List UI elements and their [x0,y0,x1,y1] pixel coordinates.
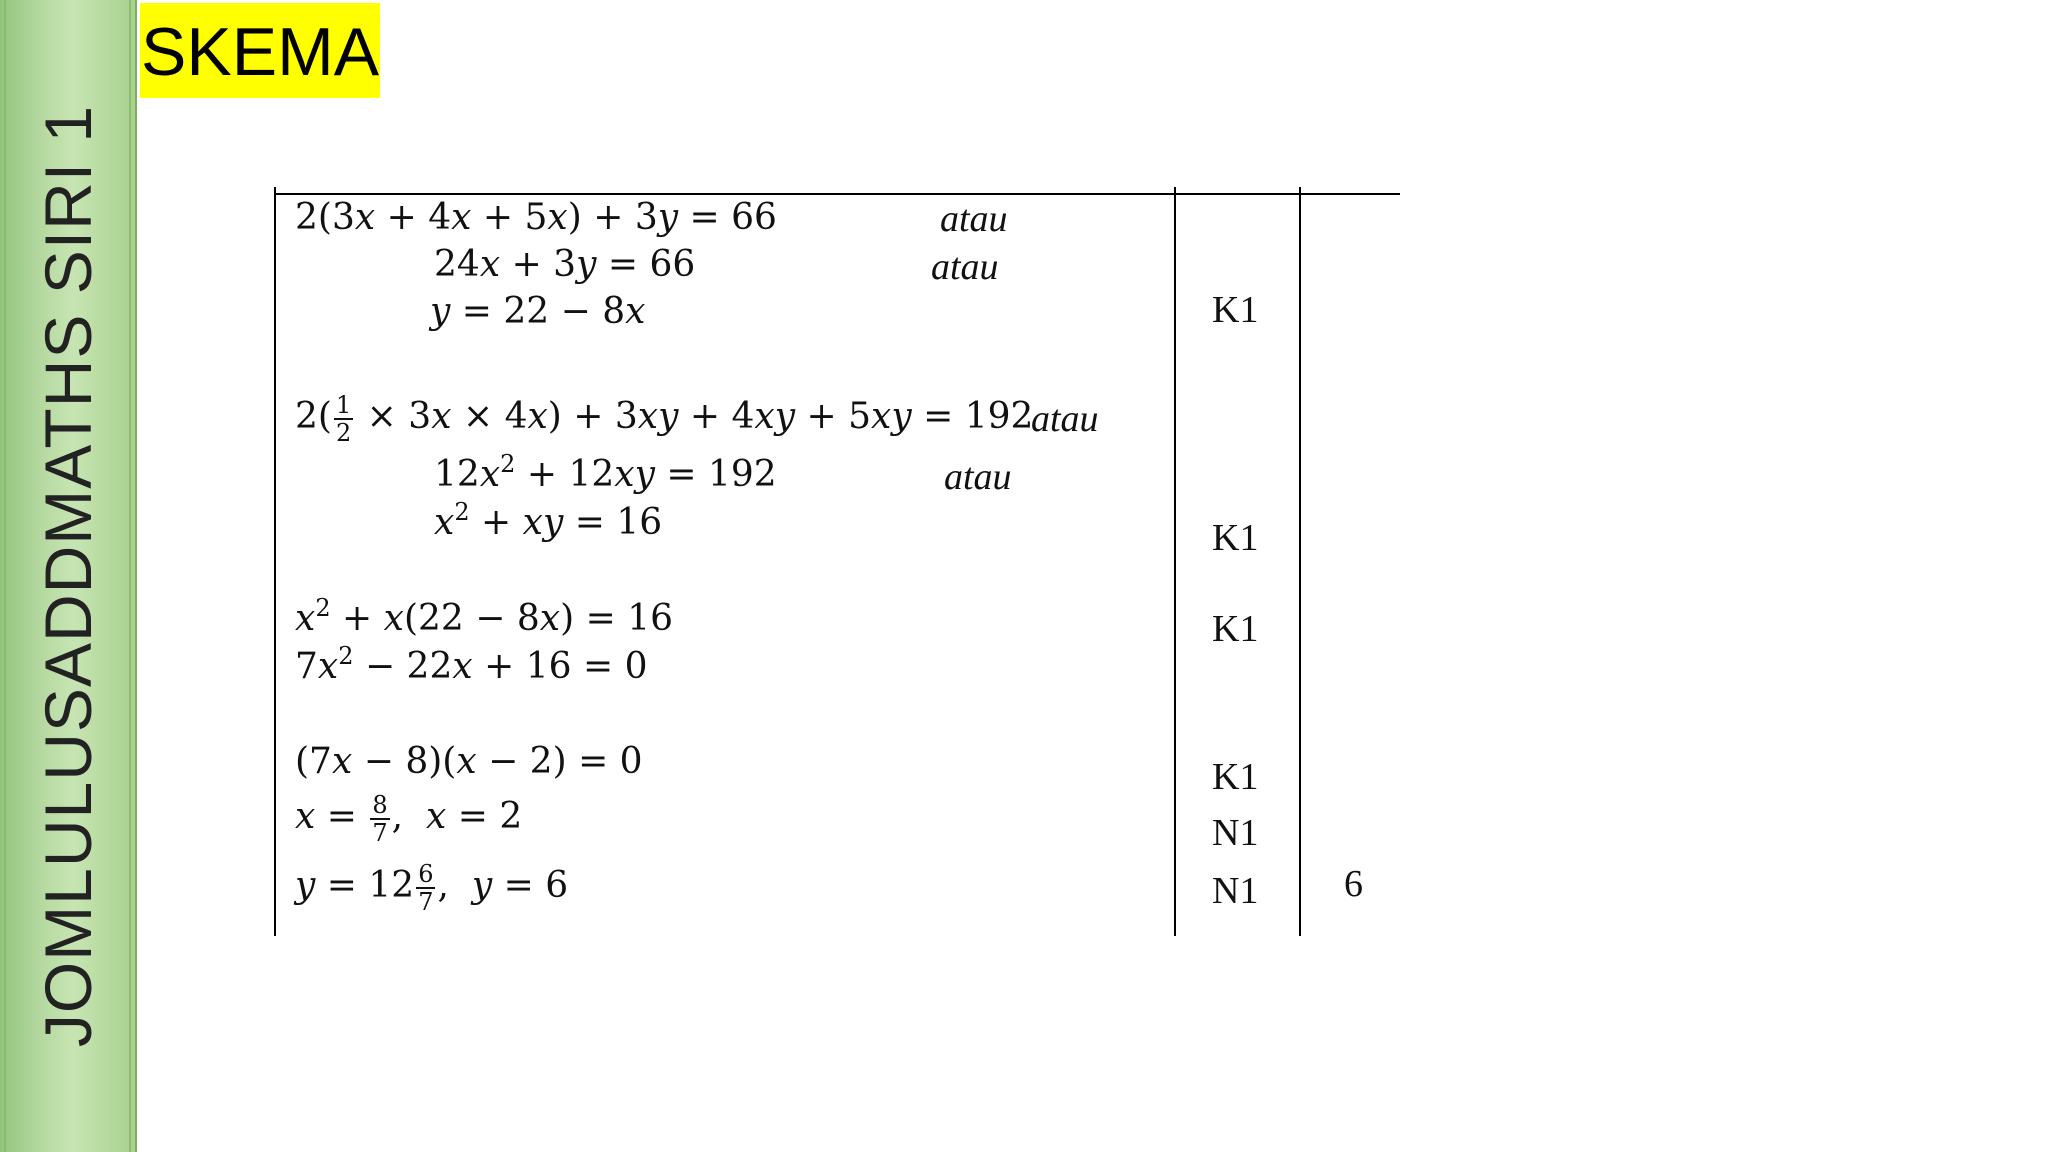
working-line-7: $x^2 + x(22 - 8x) = 16$ [295,594,673,639]
mark-k1-2: K1 [1212,517,1259,559]
working-line-6: $x^2$ + xy = 16 [434,498,663,543]
sidebar-series-title: JOMLULUSADDMATHS SIRI 1 [31,104,105,1048]
fraction-half: $\frac{1}{2}$ [335,391,352,447]
table-divider-marks [1174,187,1176,936]
mark-n1-1: N1 [1212,812,1259,854]
working-line-2: 24x + 3y = 66 [434,244,696,285]
working-line-10: x = $\frac{8}{7}$ , x = 2 [295,791,523,847]
working-line-8: $7x^2 - 22x + 16 = 0$ [295,642,648,687]
table-top-border [274,193,1400,195]
working-line-5: $12x^2 + 12xy = 192$ [434,450,777,495]
connector-atau-2: atau [931,246,999,288]
sidebar-banner [0,0,137,1152]
working-line-4: 2( $\frac{1}{2}$ × 3x × 4x) + 3xy + 4xy + 5xy = 192 [295,391,1034,447]
fraction-six-sevenths: $\frac{6}{7}$ [418,860,434,916]
working-line-1: 2(3x + 4x + 5x) + 3y = 66 [295,197,777,238]
working-line-3: y = 22 − 8x [430,291,646,332]
working-line-11: y = 12 $\frac{6}{7}$ , y = 6 [295,860,569,916]
mark-k1-4: K1 [1212,756,1259,798]
connector-atau-4: atau [944,456,1012,498]
fraction-eight-sevenths: $\frac{8}{7}$ [372,791,388,847]
connector-atau-1: atau [940,198,1008,240]
slide-title: SKEMA [141,14,380,90]
table-left-border [274,187,276,936]
mark-n1-2: N1 [1212,870,1259,912]
mark-k1-1: K1 [1212,289,1259,331]
table-divider-total [1299,187,1301,936]
total-marks: 6 [1344,863,1363,905]
mark-k1-3: K1 [1212,608,1259,650]
connector-atau-3: atau [1031,398,1099,440]
working-line-9: (7x − 8)(x − 2) = 0 [295,741,643,782]
